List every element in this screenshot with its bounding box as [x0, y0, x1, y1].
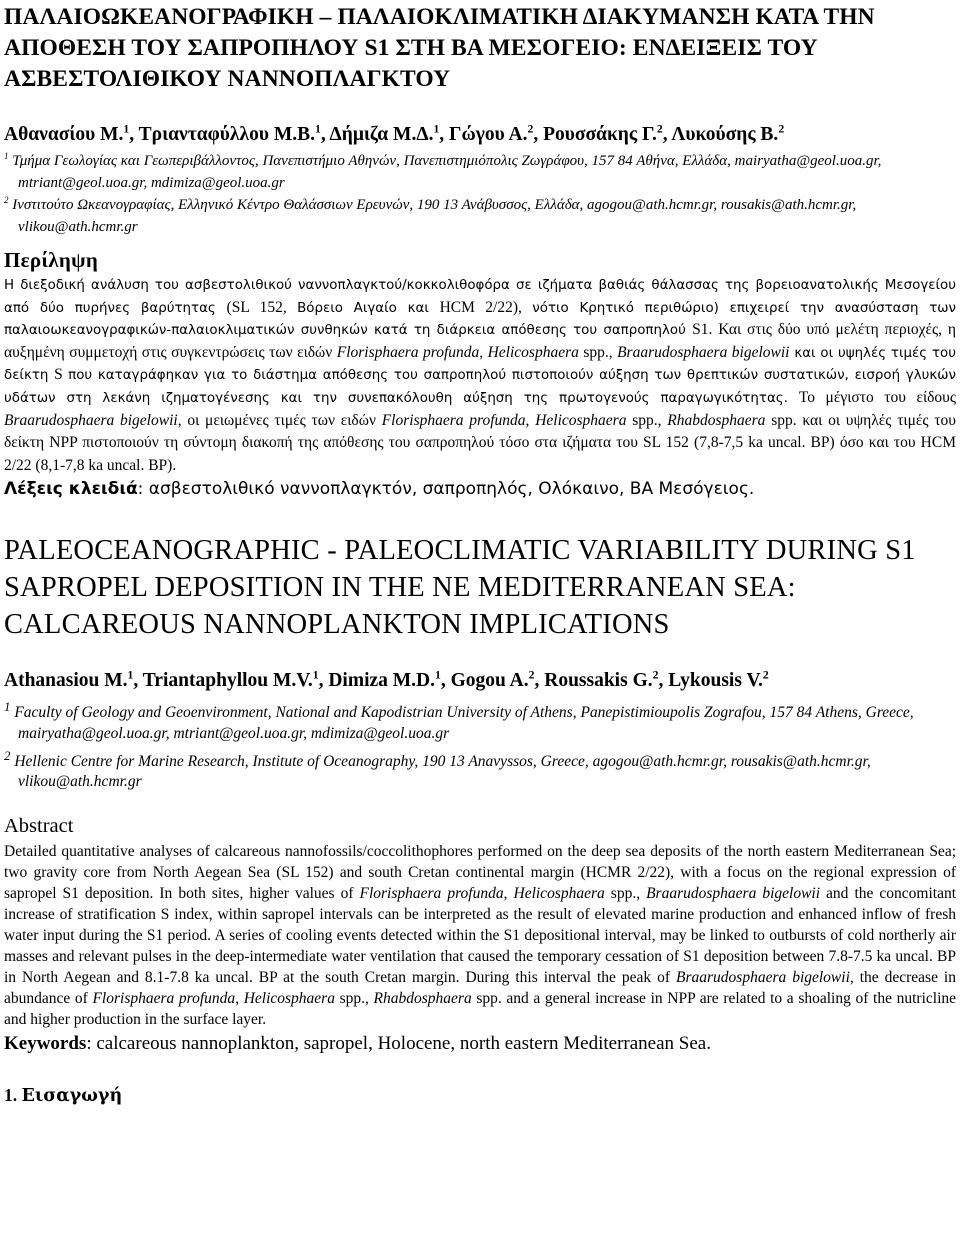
keywords-label: Keywords	[4, 1032, 87, 1054]
affiliation-marker: 2	[4, 747, 11, 763]
species-name: Braarudosphaera bigelowii	[646, 884, 821, 902]
affiliation-marker: 2	[4, 195, 9, 205]
author-affiliation-marker: 2	[762, 668, 769, 682]
greek-affiliation-2	[4, 194, 956, 238]
abstract-text: spp.,	[604, 884, 647, 902]
abstract-text: και οι υψηλές τιμές του δείκτη	[4, 411, 956, 452]
abstract-text: Η διεξοδική ανάλυση του ασβεστολιθικού ναννοπλαγκτού/κοκκολιθοφόρα σε ιζήματα βαθιάς θάλασσας της βορειοανατολικής Μεσογείου από δύο πυρήνες βαρύτητας	[4, 278, 956, 316]
abstract-text: Το μέγιστο του είδους	[798, 388, 956, 406]
species-name: Helicosphaera	[513, 884, 605, 902]
abstract-text: NPP	[49, 434, 83, 452]
author-affiliation-marker: 1	[314, 122, 321, 136]
author-name: Lykousis V.	[668, 670, 763, 692]
abstract-text: , οι μειωμένες τιμές των ειδών	[177, 411, 382, 429]
abstract-text: όσο και του	[839, 434, 921, 452]
abstract-text: HCM 2/22 (8,1-7,8 ka uncal. BP).	[4, 434, 956, 474]
greek-abstract-heading: Περίληψη	[4, 248, 99, 272]
species-name: Florisphaera profunda, Helicosphaera	[381, 411, 627, 429]
author-name: Roussakis G.	[544, 670, 653, 692]
greek-affiliation-1	[4, 150, 956, 194]
species-name: Rhabdosphaera	[667, 411, 766, 429]
species-name: Braarudosphaera bigelowii	[676, 969, 850, 987]
abstract-text: spp.,	[578, 343, 618, 361]
section-title: Εισαγωγή	[21, 1085, 123, 1106]
affiliation-marker: 1	[4, 151, 9, 161]
english-abstract-body	[4, 841, 956, 1031]
english-affiliation-1	[4, 697, 956, 743]
section-heading-introduction	[4, 1083, 956, 1108]
keywords-label: Λέξεις κλειδιά	[4, 479, 138, 500]
abstract-text: spp.	[765, 411, 803, 429]
author-affiliation-marker: 2	[656, 122, 663, 136]
author-affiliation-marker: 1	[435, 668, 441, 682]
english-title: PALEOCEANOGRAPHIC - PALEOCLIMATIC VARIABILITY DURING S1 SAPROPEL DEPOSITION IN THE NE MEDITERRANEAN SEA: CALCAREOUS NANNOPLANKTON IMPLICATIONS	[4, 535, 916, 641]
abstract-text: (SL 152,	[226, 298, 298, 316]
author-name: Dimiza M.D.	[328, 670, 436, 692]
author-name: Athanasiou M.	[4, 670, 128, 692]
abstract-text: spp.,	[626, 411, 668, 429]
author-name: Γώγου Α.	[449, 124, 528, 145]
author-name: Δήμιζα Μ.Δ.	[329, 124, 434, 145]
abstract-text: and the concomitant increase of stratification S index, within sapropel intervals can be interpreted as the result of elevated marine production and enhanced inflow of fresh water input during the S1 period. A series of cooling events detected within the S1 depositional interval, may be linked to outbursts of cold northerly air masses and relevant pulses in the deep-intermediate water ventilation that caused the temporary cessation of S1 deposition between 7.8-7.5 ka uncal. BP in North Aegean and 8.1-7.8 ka uncal. BP at the south Cretan margin. During this interval the peak of	[4, 884, 957, 987]
author-name: Ρουσσάκης Γ.	[543, 124, 657, 145]
abstract-text: SL 152 (7,8-7,5 ka uncal. BP)	[643, 434, 840, 452]
abstract-text: ,	[235, 990, 244, 1008]
author-affiliation-marker: 1	[127, 668, 134, 682]
author-name: Τριανταφύλλου Μ.Β.	[138, 124, 315, 145]
species-name: Helicosphaera	[243, 990, 335, 1008]
author-affiliation-marker: 2	[778, 122, 785, 136]
species-name: Braarudosphaera bigelowii	[617, 343, 790, 361]
author-name: Gogou A.	[450, 670, 529, 692]
species-name: Florisphaera profunda	[92, 990, 236, 1008]
abstract-text: και οι υψηλές τιμές του δείκτη	[4, 345, 956, 384]
author-affiliation-marker: 1	[433, 122, 440, 136]
abstract-text: ,	[503, 884, 514, 902]
author-name: Αθανασίου Μ.	[4, 124, 124, 145]
author-affiliation-marker: 1	[123, 122, 130, 136]
greek-abstract-body	[4, 275, 956, 477]
greek-title: ΠΑΛΑΙΟΩΚΕΑΝΟΓΡΑΦΙΚΗ – ΠΑΛΑΙΟΚΛΙΜΑΤΙΚΗ ΔΙΑΚΥΜΑΝΣΗ ΚΑΤΑ ΤΗΝ ΑΠΟΘΕΣΗ ΤΟΥ ΣΑΠΡΟΠΗΛΟΥ S1 ΣΤΗ ΒΑ ΜΕΣΟΓΕΙΟ: ΕΝΔΕΙΞΕΙΣ ΤΟΥ ΑΣΒΕΣΤΟΛΙΘΙΚΟΥ ΝΑΝΝΟΠΛΑΓΚΤΟΥ	[4, 4, 875, 92]
greek-authors: Αθανασίου Μ.$^1$, Τριανταφύλλου Μ.Β.$^1$, Δήμιζα Μ.Δ.$^1$, Γώγου Α.$^2$, Ρουσσάκης Γ.$^2$, Λυκούσης Β.$^2$	[4, 122, 785, 145]
english-authors: Athanasiou M.$^1$, Triantaphyllou M.V.$^1$, Dimiza M.D.$^1$, Gogou A.$^2$, Roussakis G.$^2$, Lykousis V.$^2$	[4, 668, 769, 692]
species-name: Florisphaera profunda, Helicosphaera	[336, 343, 579, 361]
english-keywords	[4, 1031, 956, 1057]
author-name: Λυκούσης Β.	[671, 124, 779, 145]
section-number: 1.	[4, 1084, 18, 1105]
abstract-text: που καταγράφηκαν για το διάστημα απόθεσης του σαπροπηλού πιστοποιούν αύξηση των θρεπτικών συστατικών, εισροή γλυκών υδάτων στη λεκάνη ιζηματογένεσης και την συνεπακόλουθη αύξηση της πρωτογενούς παραγωγικότητας.	[4, 368, 956, 406]
abstract-text: HCM 2/22),	[439, 298, 533, 316]
abstract-text: πιστοποιούν τη σύντομη διακοπή της απόθεσης του σαπροπηλού τόσο στα ιζήματα του	[82, 434, 644, 452]
abstract-text: S1. Και στις δύο υπό μελέτη περιοχές, η αυξημένη συμμετοχή στις συγκεντρώσεις των ειδών	[4, 321, 956, 361]
affiliation-text: Ινστιτούτο Ωκεανογραφίας, Ελληνικό Κέντρο Θαλάσσιων Ερευνών, 190 13 Ανάβυσσος, Ελλάδα, agogou@ath.hcmr.gr, rousakis@ath.hcmr.gr, vlikou@ath.hcmr.gr	[12, 197, 857, 235]
abstract-text: S	[54, 366, 69, 384]
author-affiliation-marker: 2	[527, 122, 534, 136]
author-affiliation-marker: 1	[312, 668, 319, 682]
affiliation-text: Faculty of Geology and Geoenvironment, National and Kapodistrian University of Athens, Panepistimioupolis Zografou, 157 84 Athens, Greece, mairyatha@geol.uoa.gr, mtriant@geol.uoa.gr, mdimiza@geol.uoa.gr	[14, 704, 914, 742]
english-abstract-heading: Abstract	[4, 814, 74, 837]
species-name: Braarudosphaera bigelowii	[4, 411, 178, 429]
species-name: Rhabdosphaera	[373, 990, 472, 1008]
abstract-text: , the decrease in abundance of	[4, 969, 956, 1008]
abstract-text: spp. and a general increase in NPP are related to a shoaling of the nutricline and higher production in the surface layer.	[4, 990, 957, 1029]
english-affiliation-2	[4, 746, 956, 792]
abstract-text: Βόρειο Αιγαίο και	[297, 300, 440, 316]
author-affiliation-marker: 2	[528, 668, 535, 682]
affiliation-text: Τμήμα Γεωλογίας και Γεωπεριβάλλοντος, Πανεπιστήμιο Αθηνών, Πανεπιστημιόπολις Ζωγράφου, 157 84 Αθήνα, Ελλάδα, mairyatha@geol.uoa.gr, mtriant@geol.uoa.gr, mdimiza@geol.uoa.gr	[12, 153, 882, 191]
author-affiliation-marker: 2	[652, 668, 659, 682]
keywords-text: : ασβεστολιθικό ναννοπλαγκτόν, σαπροπηλός, Ολόκαινο, ΒΑ Μεσόγειος.	[137, 479, 755, 500]
species-name: Florisphaera profunda	[359, 884, 504, 902]
author-name: Triantaphyllou M.V.	[142, 670, 313, 692]
abstract-text: spp.,	[334, 990, 374, 1008]
greek-keywords	[4, 477, 956, 501]
keywords-text: : calcareous nannoplankton, sapropel, Holocene, north eastern Mediterranean Sea.	[86, 1032, 711, 1054]
affiliation-text: Hellenic Centre for Marine Research, Institute of Oceanography, 190 13 Anavyssos, Greece, agogou@ath.hcmr.gr, rousakis@ath.hcmr.gr, vlikou@ath.hcmr.gr	[14, 752, 871, 790]
affiliation-marker: 1	[4, 699, 11, 715]
abstract-text: Detailed quantitative analyses of calcareous nannofossils/coccolithophores performed on the deep sea deposits of the north eastern Mediterranean Sea; two gravity core from North Aegean Sea (SL 152) and south Cretan continental margin (HCMR 2/22), with a focus on the regional expression of sapropel S1 deposition. In both sites, higher values of	[4, 842, 956, 902]
abstract-text: νότιο Κρητικό περιθώριο) επιχειρεί την ανασύσταση των παλαιοωκεανογραφικών-παλαιοκλιματικών συνθηκών κατά τη διάρκεια απόθεσης του σαπροπηλού	[4, 300, 956, 339]
paper-page	[4, 0, 956, 1108]
